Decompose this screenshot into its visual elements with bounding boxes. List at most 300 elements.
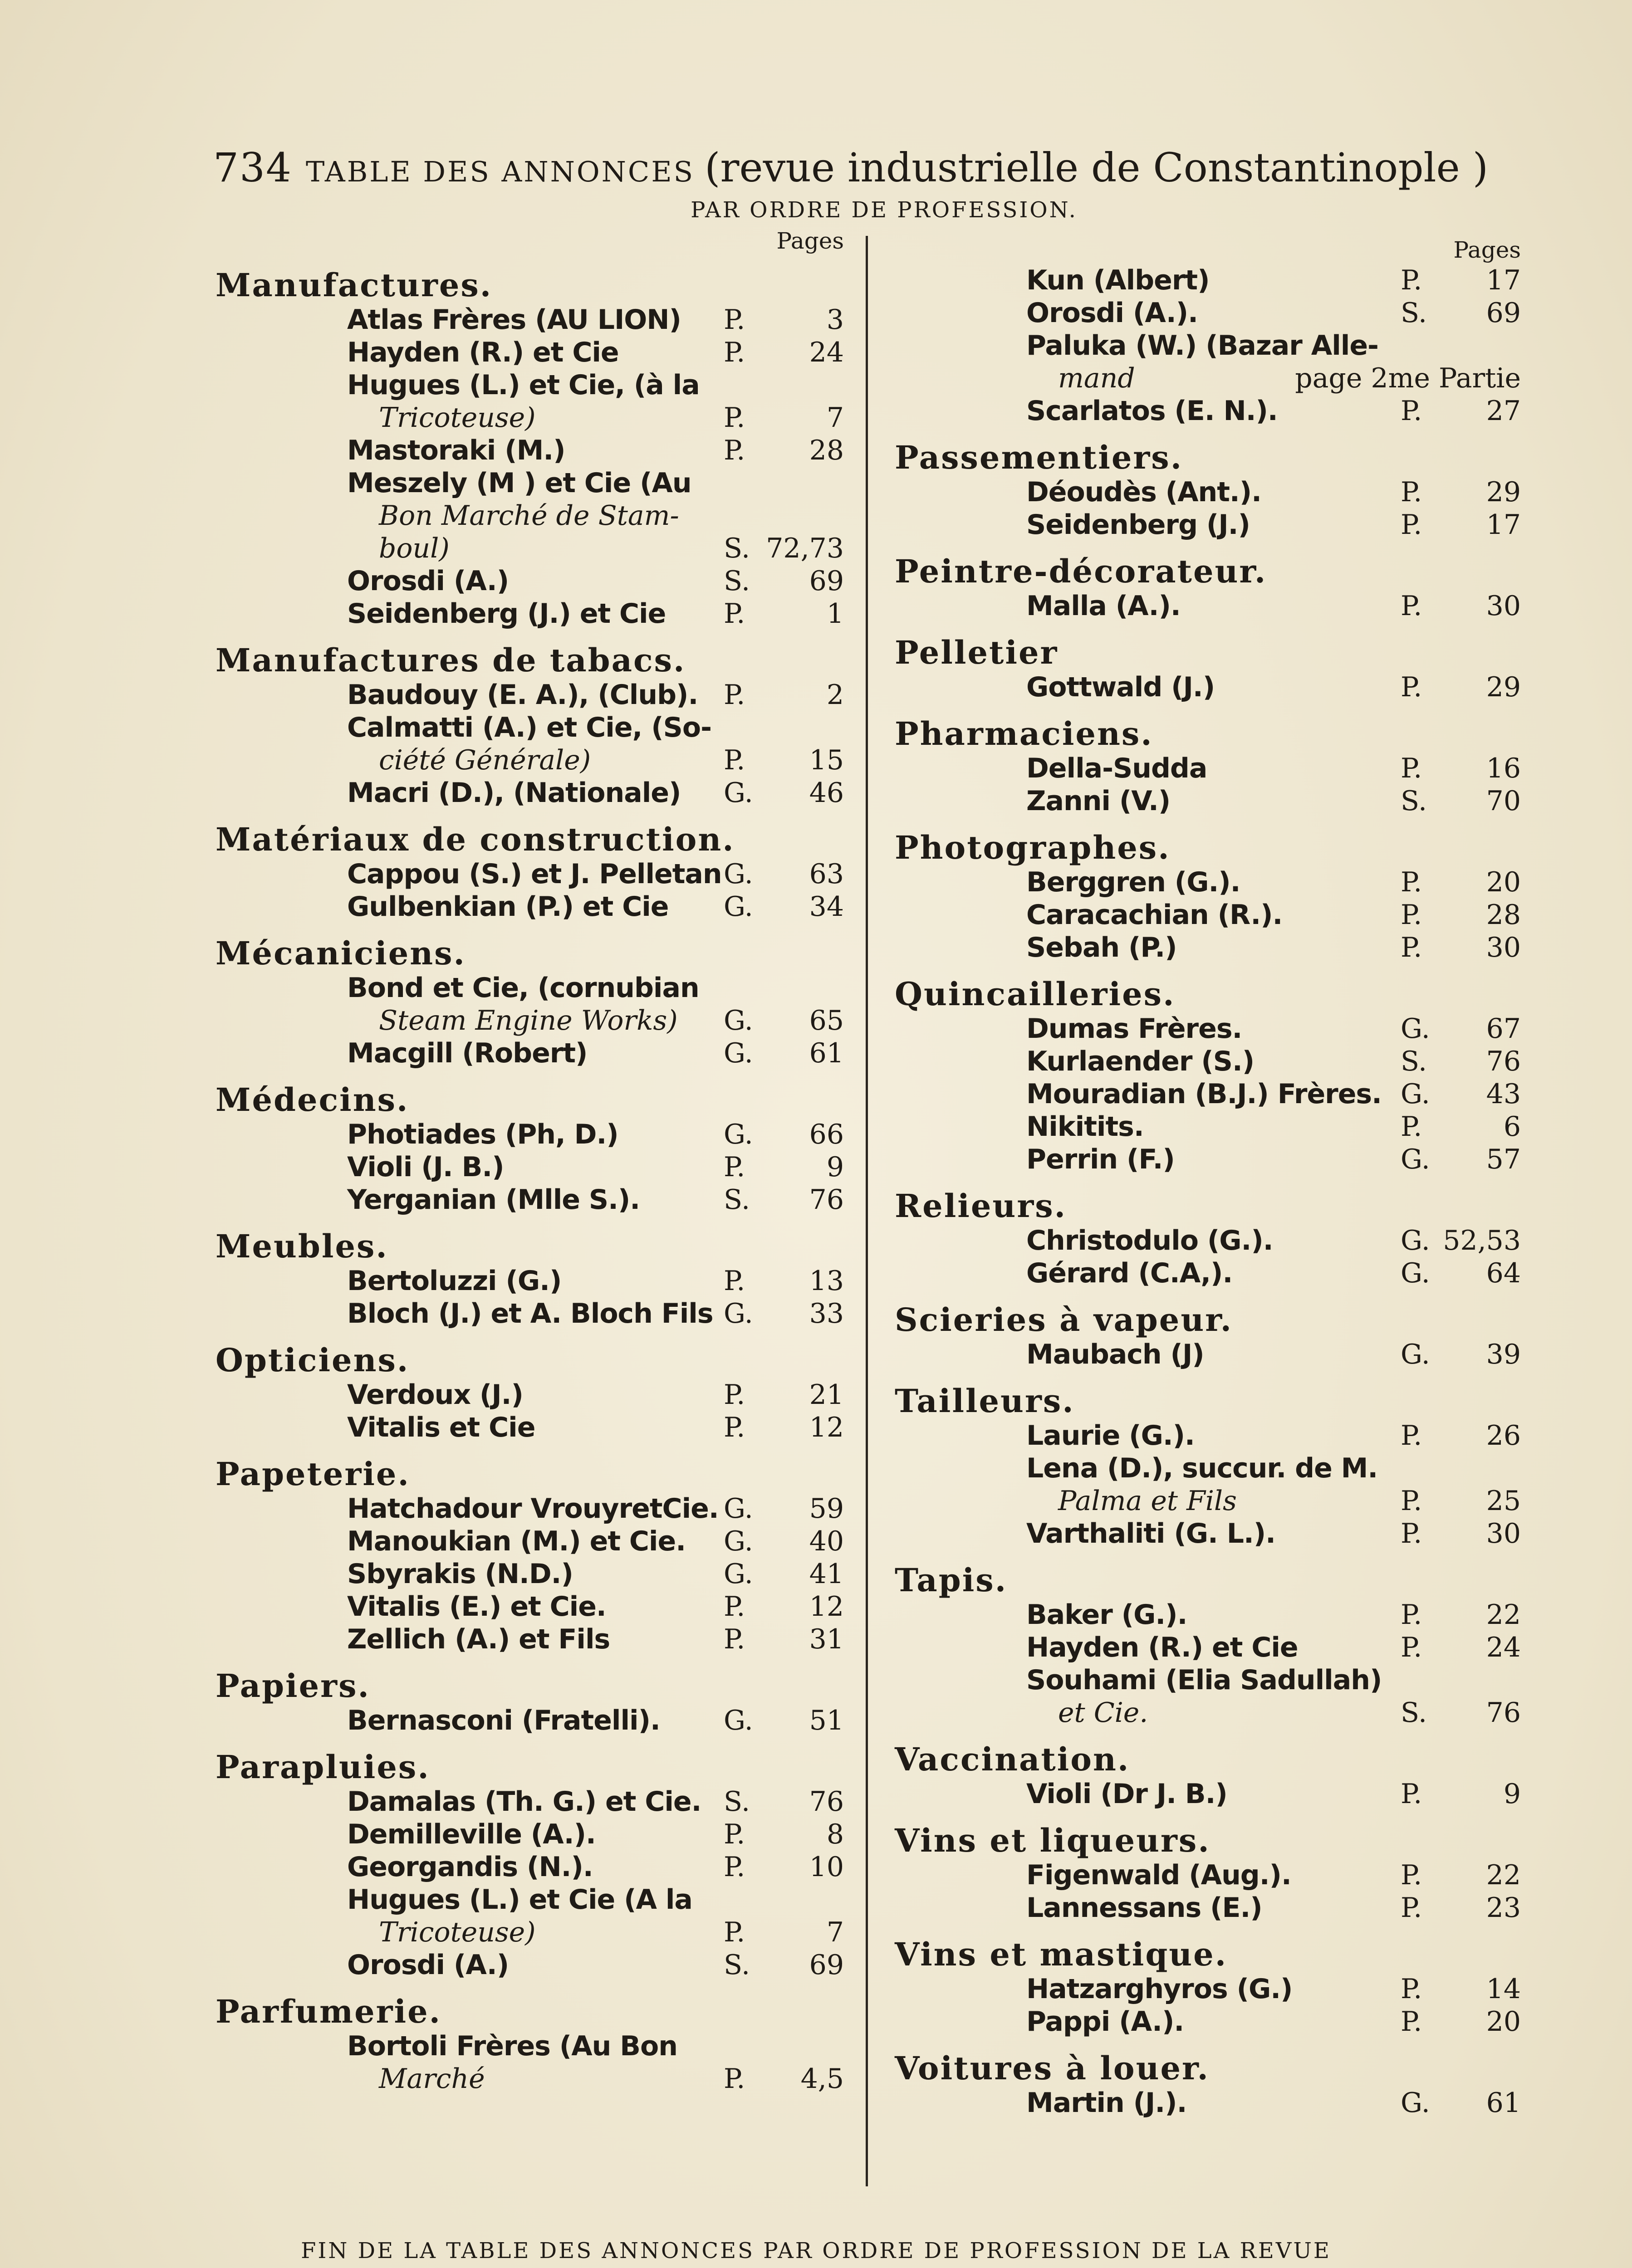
category-heading: Pelletier bbox=[895, 634, 1059, 671]
entry-page: 66 bbox=[809, 1119, 844, 1150]
entry-section-code: P. bbox=[724, 1412, 745, 1443]
entry-page: 28 bbox=[1486, 899, 1521, 931]
category-heading: Tailleurs. bbox=[895, 1382, 1075, 1420]
entry-continuation: Bon Marché de Stam- bbox=[379, 500, 679, 532]
entry-name: Sbyrakis (N.D.) bbox=[347, 1558, 573, 1590]
entry-page: 21 bbox=[809, 1379, 844, 1411]
page-header bbox=[213, 144, 1529, 194]
entry-name: Sebah (P.) bbox=[1026, 932, 1177, 963]
category-heading: Vins et mastique. bbox=[895, 1936, 1228, 1973]
index-entry bbox=[1026, 752, 1530, 785]
entry-name: Berggren (G.). bbox=[1026, 866, 1240, 898]
entry-name: Cappou (S.) et J. Pelletan bbox=[347, 858, 722, 890]
index-entry bbox=[1026, 1892, 1530, 1924]
index-entry bbox=[347, 336, 853, 369]
entry-section-code: G. bbox=[724, 777, 753, 809]
category-heading: Manufactures de tabacs. bbox=[216, 641, 686, 679]
entry-page: 41 bbox=[809, 1558, 844, 1590]
entry-section-code: G. bbox=[724, 1558, 753, 1590]
entry-name: Hatchadour VrouyretCie. bbox=[347, 1493, 719, 1525]
entry-continuation: mand bbox=[1058, 362, 1135, 394]
index-entry bbox=[347, 1151, 853, 1183]
entry-name: Seidenberg (J.) et Cie bbox=[347, 598, 666, 630]
entry-page: 27 bbox=[1486, 395, 1521, 427]
entry-name: Pappi (A.). bbox=[1026, 2006, 1184, 2038]
entry-name: Kurlaender (S.) bbox=[1026, 1046, 1255, 1077]
entry-page: 20 bbox=[1486, 2006, 1521, 2038]
category-heading: Vaccination. bbox=[895, 1740, 1130, 1778]
entry-name: Violi (J. B.) bbox=[347, 1151, 504, 1183]
entry-name: Yerganian (Mlle S.). bbox=[347, 1184, 640, 1216]
entry-page: 76 bbox=[1486, 1046, 1521, 1077]
entry-page: 23 bbox=[1486, 1892, 1521, 1924]
entry-section-code: S. bbox=[724, 1786, 750, 1818]
entry-page: 59 bbox=[809, 1493, 844, 1525]
entry-section-code: P. bbox=[724, 1818, 745, 1850]
entry-page: 63 bbox=[809, 858, 844, 890]
entry-section-code: P. bbox=[1401, 1518, 1422, 1549]
entry-name: Christodulo (G.). bbox=[1026, 1225, 1273, 1256]
pages-label-left: Pages bbox=[776, 228, 844, 254]
category-heading: Passementiers. bbox=[895, 439, 1183, 476]
index-entry bbox=[347, 1411, 853, 1444]
index-entry bbox=[1026, 1664, 1530, 1729]
entry-section-code: P. bbox=[1401, 1599, 1422, 1631]
entry-section-code: P. bbox=[724, 1851, 745, 1883]
category-heading: Quincailleries. bbox=[895, 975, 1176, 1013]
index-entry bbox=[347, 777, 853, 809]
entry-page: 65 bbox=[809, 1005, 844, 1036]
entry-section-code: S. bbox=[724, 565, 750, 597]
entry-name: Damalas (Th. G.) et Cie. bbox=[347, 1786, 701, 1818]
index-entry bbox=[347, 369, 853, 434]
entry-section-code: P. bbox=[1401, 1420, 1422, 1452]
entry-name: Bortoli Frères (Au Bon bbox=[347, 2030, 677, 2062]
category-heading: Voitures à louer. bbox=[895, 2049, 1210, 2087]
entry-page: 76 bbox=[809, 1786, 844, 1818]
category-heading: Papiers. bbox=[216, 1667, 370, 1705]
entry-name: Calmatti (A.) et Cie, (So- bbox=[347, 712, 711, 743]
entry-name: Zellich (A.) et Fils bbox=[347, 1623, 610, 1655]
index-entry bbox=[347, 1525, 853, 1558]
entry-name: Vitalis (E.) et Cie. bbox=[347, 1591, 606, 1623]
entry-name: Hayden (R.) et Cie bbox=[1026, 1632, 1298, 1663]
index-entry bbox=[1026, 1517, 1530, 1550]
entry-page: 76 bbox=[1486, 1697, 1521, 1729]
entry-section-code: P. bbox=[724, 598, 745, 630]
entry-section-code: G. bbox=[1401, 1225, 1430, 1256]
index-entry bbox=[347, 1037, 853, 1070]
entry-page: 16 bbox=[1486, 753, 1521, 784]
entry-name: Bertoluzzi (G.) bbox=[347, 1265, 562, 1297]
index-entry bbox=[347, 597, 853, 630]
entry-page: 14 bbox=[1486, 1973, 1521, 2005]
entry-page: 76 bbox=[809, 1184, 844, 1216]
index-entry bbox=[1026, 1012, 1530, 1045]
entry-name: Déoudès (Ant.). bbox=[1026, 476, 1261, 508]
entry-page: 12 bbox=[809, 1591, 844, 1623]
entry-page: 15 bbox=[809, 744, 844, 776]
entry-section-code: S. bbox=[724, 533, 750, 564]
entry-section-code: G. bbox=[1401, 1257, 1430, 1289]
entry-section-code: P. bbox=[724, 679, 745, 711]
entry-name: Figenwald (Aug.). bbox=[1026, 1859, 1291, 1891]
entry-name: Photiades (Ph, D.) bbox=[347, 1119, 618, 1150]
entry-section-code: S. bbox=[1401, 1697, 1427, 1729]
entry-name: Bloch (J.) et A. Bloch Fils bbox=[347, 1298, 713, 1330]
entry-page: 22 bbox=[1486, 1859, 1521, 1891]
index-entry bbox=[1026, 1338, 1530, 1371]
entry-page: 57 bbox=[1486, 1144, 1521, 1175]
entry-page: 30 bbox=[1486, 590, 1521, 622]
index-entry bbox=[1026, 297, 1530, 329]
entry-page: 20 bbox=[1486, 866, 1521, 898]
entry-page: 40 bbox=[809, 1525, 844, 1557]
entry-page: 8 bbox=[826, 1818, 844, 1850]
index-entry bbox=[347, 1558, 853, 1590]
entry-name: Orosdi (A.) bbox=[347, 1949, 509, 1981]
index-entry bbox=[347, 1818, 853, 1851]
entry-page: 69 bbox=[809, 565, 844, 597]
index-entry bbox=[1026, 476, 1530, 508]
entry-section-code: P. bbox=[1401, 1973, 1422, 2005]
index-entry bbox=[1026, 264, 1530, 297]
entry-section-code: P. bbox=[1401, 1778, 1422, 1810]
category-heading: Peintre-décorateur. bbox=[895, 552, 1267, 590]
index-entry bbox=[347, 711, 853, 777]
entry-section-code: G. bbox=[724, 1298, 753, 1330]
entry-section-code: G. bbox=[724, 1037, 753, 1069]
entry-continuation: ciété Générale) bbox=[379, 744, 591, 776]
entry-section-code: G. bbox=[724, 1705, 753, 1736]
entry-continuation: Tricoteuse) bbox=[379, 1916, 536, 1948]
category-heading: Parapluies. bbox=[216, 1748, 430, 1786]
entry-section-code: P. bbox=[1401, 1892, 1422, 1924]
index-entry bbox=[1026, 866, 1530, 899]
entry-name: Nikitits. bbox=[1026, 1111, 1144, 1143]
entry-page: 9 bbox=[1503, 1778, 1521, 1810]
page-footer bbox=[0, 2225, 1632, 2268]
index-entry bbox=[1026, 1257, 1530, 1290]
category-heading: Parfumerie. bbox=[216, 1993, 441, 2030]
category-heading: Papeterie. bbox=[216, 1455, 410, 1493]
index-entry bbox=[347, 565, 853, 597]
index-entry bbox=[1026, 329, 1530, 395]
entry-page: 28 bbox=[809, 435, 844, 466]
entry-name: Macri (D.), (Nationale) bbox=[347, 777, 681, 809]
entry-page: 7 bbox=[826, 402, 844, 434]
entry-page: 34 bbox=[809, 891, 844, 923]
entry-page: 30 bbox=[1486, 1518, 1521, 1549]
index-entry bbox=[1026, 1631, 1530, 1664]
index-entry bbox=[1026, 1778, 1530, 1810]
entry-name: Baker (G.). bbox=[1026, 1599, 1187, 1631]
entry-section-code: P. bbox=[1401, 590, 1422, 622]
index-entry bbox=[1026, 1143, 1530, 1176]
entry-page: 22 bbox=[1486, 1599, 1521, 1631]
entry-section-code: S. bbox=[1401, 297, 1427, 329]
entry-section-code: G. bbox=[724, 858, 753, 890]
entry-page: 17 bbox=[1486, 264, 1521, 296]
index-entry bbox=[1026, 899, 1530, 931]
entry-section-code: P. bbox=[724, 1151, 745, 1183]
entry-page: 25 bbox=[1486, 1485, 1521, 1517]
entry-name: Hatzarghyros (G.) bbox=[1026, 1973, 1293, 2005]
right-column bbox=[895, 227, 1530, 2119]
entry-name: Hayden (R.) et Cie bbox=[347, 337, 619, 368]
index-entry bbox=[347, 1949, 853, 1981]
index-entry bbox=[1026, 1973, 1530, 2005]
entry-section-code: P. bbox=[1401, 2006, 1422, 2038]
entry-page: 7 bbox=[826, 1916, 844, 1948]
index-entry bbox=[347, 1623, 853, 1656]
entry-name: Perrin (F.) bbox=[1026, 1144, 1175, 1175]
index-entry bbox=[347, 1492, 853, 1525]
entry-section-code: S. bbox=[1401, 785, 1427, 817]
entry-page: 46 bbox=[809, 777, 844, 809]
entry-name: Bond et Cie, (cornubian bbox=[347, 972, 699, 1004]
entry-name: Hugues (L.) et Cie (A la bbox=[347, 1884, 692, 1916]
index-entry bbox=[347, 890, 853, 923]
entry-section-code: P. bbox=[724, 1265, 745, 1297]
index-entry bbox=[1026, 1598, 1530, 1631]
entry-page: 3 bbox=[826, 304, 844, 336]
index-entry bbox=[1026, 2005, 1530, 2038]
entry-section-code: P. bbox=[1401, 899, 1422, 931]
index-entry bbox=[1026, 2087, 1530, 2119]
table-title: TABLE DES ANNONCES bbox=[305, 155, 695, 188]
entry-section-code: S. bbox=[1401, 1046, 1427, 1077]
entry-section-code: P. bbox=[724, 402, 745, 434]
index-entry bbox=[347, 972, 853, 1037]
entry-continuation: Marché bbox=[379, 2063, 485, 2095]
entry-section-code: P. bbox=[724, 304, 745, 336]
entry-name: Zanni (V.) bbox=[1026, 785, 1171, 817]
entry-page: 69 bbox=[1486, 297, 1521, 329]
entry-section-code: P. bbox=[724, 2063, 745, 2095]
entry-name: Atlas Frères (AU LION) bbox=[347, 304, 681, 336]
entry-name: Mouradian (B.J.) Frères. bbox=[1026, 1078, 1382, 1110]
entry-page: 31 bbox=[809, 1623, 844, 1655]
entry-page: 30 bbox=[1486, 932, 1521, 963]
entry-name: Lena (D.), succur. de M. bbox=[1026, 1452, 1378, 1484]
entry-section-code: P. bbox=[1401, 866, 1422, 898]
entry-section-code: P. bbox=[1401, 476, 1422, 508]
entry-section-code: P. bbox=[1401, 1111, 1422, 1143]
entry-page: 29 bbox=[1486, 476, 1521, 508]
index-entry bbox=[1026, 1859, 1530, 1892]
entry-section-code: P. bbox=[1401, 1632, 1422, 1663]
entry-name: Lannessans (E.) bbox=[1026, 1892, 1262, 1924]
entry-section-code: G. bbox=[724, 1525, 753, 1557]
entry-name: Gottwald (J.) bbox=[1026, 671, 1215, 703]
index-entry bbox=[347, 858, 853, 890]
entry-name: Manoukian (M.) et Cie. bbox=[347, 1525, 686, 1557]
entry-section-code: P. bbox=[724, 1591, 745, 1623]
index-entry bbox=[347, 679, 853, 711]
entry-name: Malla (A.). bbox=[1026, 590, 1181, 622]
left-list bbox=[216, 260, 853, 2095]
entry-section-code: P. bbox=[724, 1623, 745, 1655]
right-list bbox=[895, 264, 1530, 2119]
entry-page: 1 bbox=[826, 598, 844, 630]
entry-section-code: G. bbox=[1401, 1144, 1430, 1175]
entry-page: 51 bbox=[809, 1705, 844, 1736]
entry-name: Seidenberg (J.) bbox=[1026, 509, 1250, 541]
entry-section-code: P. bbox=[1401, 264, 1422, 296]
index-entry bbox=[1026, 508, 1530, 541]
entry-name: Kun (Albert) bbox=[1026, 264, 1210, 296]
entry-page: 10 bbox=[809, 1851, 844, 1883]
entry-page: page 2me Partie bbox=[1295, 362, 1521, 394]
entry-section-code: G. bbox=[724, 891, 753, 923]
index-entry bbox=[1026, 1110, 1530, 1143]
entry-name: Dumas Frères. bbox=[1026, 1013, 1242, 1045]
entry-name: Laurie (G.). bbox=[1026, 1420, 1195, 1452]
entry-continuation: Steam Engine Works) bbox=[379, 1005, 678, 1036]
category-heading: Opticiens. bbox=[216, 1341, 410, 1379]
index-entry bbox=[1026, 785, 1530, 817]
entry-continuation: boul) bbox=[379, 533, 450, 564]
entry-section-code: P. bbox=[724, 744, 745, 776]
entry-name: Maubach (J) bbox=[1026, 1339, 1204, 1370]
entry-page: 64 bbox=[1486, 1257, 1521, 1289]
entry-section-code: P. bbox=[1401, 395, 1422, 427]
category-heading: Scieries à vapeur. bbox=[895, 1301, 1233, 1339]
entry-section-code: P. bbox=[724, 1379, 745, 1411]
entry-page: 61 bbox=[1486, 2087, 1521, 2119]
index-entry bbox=[1026, 1078, 1530, 1110]
index-entry bbox=[347, 1704, 853, 1737]
entry-section-code: G. bbox=[724, 1005, 753, 1036]
entry-section-code: P. bbox=[724, 1916, 745, 1948]
index-entry bbox=[347, 1118, 853, 1151]
index-entry bbox=[1026, 671, 1530, 704]
entry-name: Vitalis et Cie bbox=[347, 1412, 535, 1443]
entry-section-code: G. bbox=[724, 1119, 753, 1150]
index-entry bbox=[347, 1785, 853, 1818]
index-entry bbox=[347, 303, 853, 336]
index-entry bbox=[347, 1851, 853, 1883]
entry-section-code: S. bbox=[724, 1184, 750, 1216]
revue-title: (revue industrielle de Constantinople ) bbox=[705, 144, 1489, 191]
entry-name: Baudouy (E. A.), (Club). bbox=[347, 679, 698, 711]
entry-page: 43 bbox=[1486, 1078, 1521, 1110]
index-entry bbox=[347, 1297, 853, 1330]
entry-name: Georgandis (N.). bbox=[347, 1851, 593, 1883]
entry-name: Violi (Dr J. B.) bbox=[1026, 1778, 1227, 1810]
entry-section-code: G. bbox=[1401, 1339, 1430, 1370]
page-number: 734 bbox=[213, 144, 292, 191]
entry-name: Paluka (W.) (Bazar Alle- bbox=[1026, 330, 1378, 362]
entry-page: 67 bbox=[1486, 1013, 1521, 1045]
entry-page: 24 bbox=[1486, 1632, 1521, 1663]
entry-section-code: S. bbox=[724, 1949, 750, 1981]
entry-name: Varthaliti (G. L.). bbox=[1026, 1518, 1275, 1549]
category-heading: Vins et liqueurs. bbox=[895, 1822, 1211, 1859]
entry-name: Gulbenkian (P.) et Cie bbox=[347, 891, 669, 923]
entry-page: 72,73 bbox=[766, 533, 844, 564]
column-divider bbox=[866, 236, 868, 2186]
index-entry bbox=[1026, 1224, 1530, 1257]
entry-page: 12 bbox=[809, 1412, 844, 1443]
footer-line-1: FIN DE LA TABLE DES ANNONCES PAR ORDRE DE PROFESSION DE LA REVUE bbox=[301, 2238, 1331, 2263]
entry-name: Bernasconi (Fratelli). bbox=[347, 1705, 660, 1736]
category-heading: Meubles. bbox=[216, 1227, 388, 1265]
index-entry bbox=[1026, 395, 1530, 427]
entry-section-code: P. bbox=[1401, 509, 1422, 541]
entry-name: Caracachian (R.). bbox=[1026, 899, 1283, 931]
entry-continuation: Palma et Fils bbox=[1058, 1485, 1237, 1517]
entry-section-code: G. bbox=[724, 1493, 753, 1525]
entry-continuation: Tricoteuse) bbox=[379, 402, 536, 434]
entry-name: Macgill (Robert) bbox=[347, 1037, 588, 1069]
entry-page: 70 bbox=[1486, 785, 1521, 817]
entry-section-code: G. bbox=[1401, 1013, 1430, 1045]
entry-page: 4,5 bbox=[800, 2063, 844, 2095]
category-heading: Manufactures. bbox=[216, 266, 493, 304]
page-subtitle: PAR ORDRE DE PROFESSION. bbox=[691, 197, 1078, 223]
index-entry bbox=[347, 1590, 853, 1623]
entry-name: Mastoraki (M.) bbox=[347, 435, 565, 466]
entry-section-code: P. bbox=[1401, 671, 1422, 703]
index-entry bbox=[347, 1883, 853, 1949]
entry-page: 9 bbox=[826, 1151, 844, 1183]
category-heading: Matériaux de construction. bbox=[216, 821, 735, 858]
entry-page: 69 bbox=[809, 1949, 844, 1981]
pages-label-right: Pages bbox=[1453, 237, 1521, 263]
index-entry bbox=[1026, 931, 1530, 964]
entry-section-code: P. bbox=[1401, 753, 1422, 784]
index-entry bbox=[347, 434, 853, 467]
index-entry bbox=[1026, 1452, 1530, 1517]
category-heading: Relieurs. bbox=[895, 1187, 1067, 1225]
entry-name: Verdoux (J.) bbox=[347, 1379, 523, 1411]
category-heading: Tapis. bbox=[895, 1561, 1008, 1599]
category-heading: Mécaniciens. bbox=[216, 934, 466, 972]
entry-name: Demilleville (A.). bbox=[347, 1818, 596, 1850]
category-heading: Pharmaciens. bbox=[895, 715, 1153, 753]
entry-page: 24 bbox=[809, 337, 844, 368]
entry-section-code: P. bbox=[1401, 932, 1422, 963]
entry-name: Orosdi (A.) bbox=[347, 565, 509, 597]
entry-page: 39 bbox=[1486, 1339, 1521, 1370]
entry-name: Martin (J.). bbox=[1026, 2087, 1187, 2119]
entry-page: 61 bbox=[809, 1037, 844, 1069]
index-entry bbox=[347, 1265, 853, 1297]
index-entry bbox=[347, 2030, 853, 2095]
entry-page: 33 bbox=[809, 1298, 844, 1330]
index-entry bbox=[347, 1378, 853, 1411]
entry-section-code: P. bbox=[1401, 1859, 1422, 1891]
entry-page: 17 bbox=[1486, 509, 1521, 541]
category-heading: Photographes. bbox=[895, 829, 1171, 866]
index-entry bbox=[1026, 590, 1530, 622]
entry-section-code: G. bbox=[1401, 1078, 1430, 1110]
index-entry bbox=[1026, 1419, 1530, 1452]
entry-name: Hugues (L.) et Cie, (à la bbox=[347, 369, 700, 401]
entry-section-code: P. bbox=[1401, 1485, 1422, 1517]
entry-page: 52,53 bbox=[1443, 1225, 1521, 1256]
entry-name: Souhami (Elia Sadullah) bbox=[1026, 1664, 1382, 1696]
entry-page: 13 bbox=[809, 1265, 844, 1297]
entry-page: 29 bbox=[1486, 671, 1521, 703]
entry-section-code: P. bbox=[724, 435, 745, 466]
entry-page: 6 bbox=[1503, 1111, 1521, 1143]
entry-page: 2 bbox=[826, 679, 844, 711]
category-heading: Médecins. bbox=[216, 1081, 409, 1119]
left-column bbox=[216, 227, 853, 2095]
